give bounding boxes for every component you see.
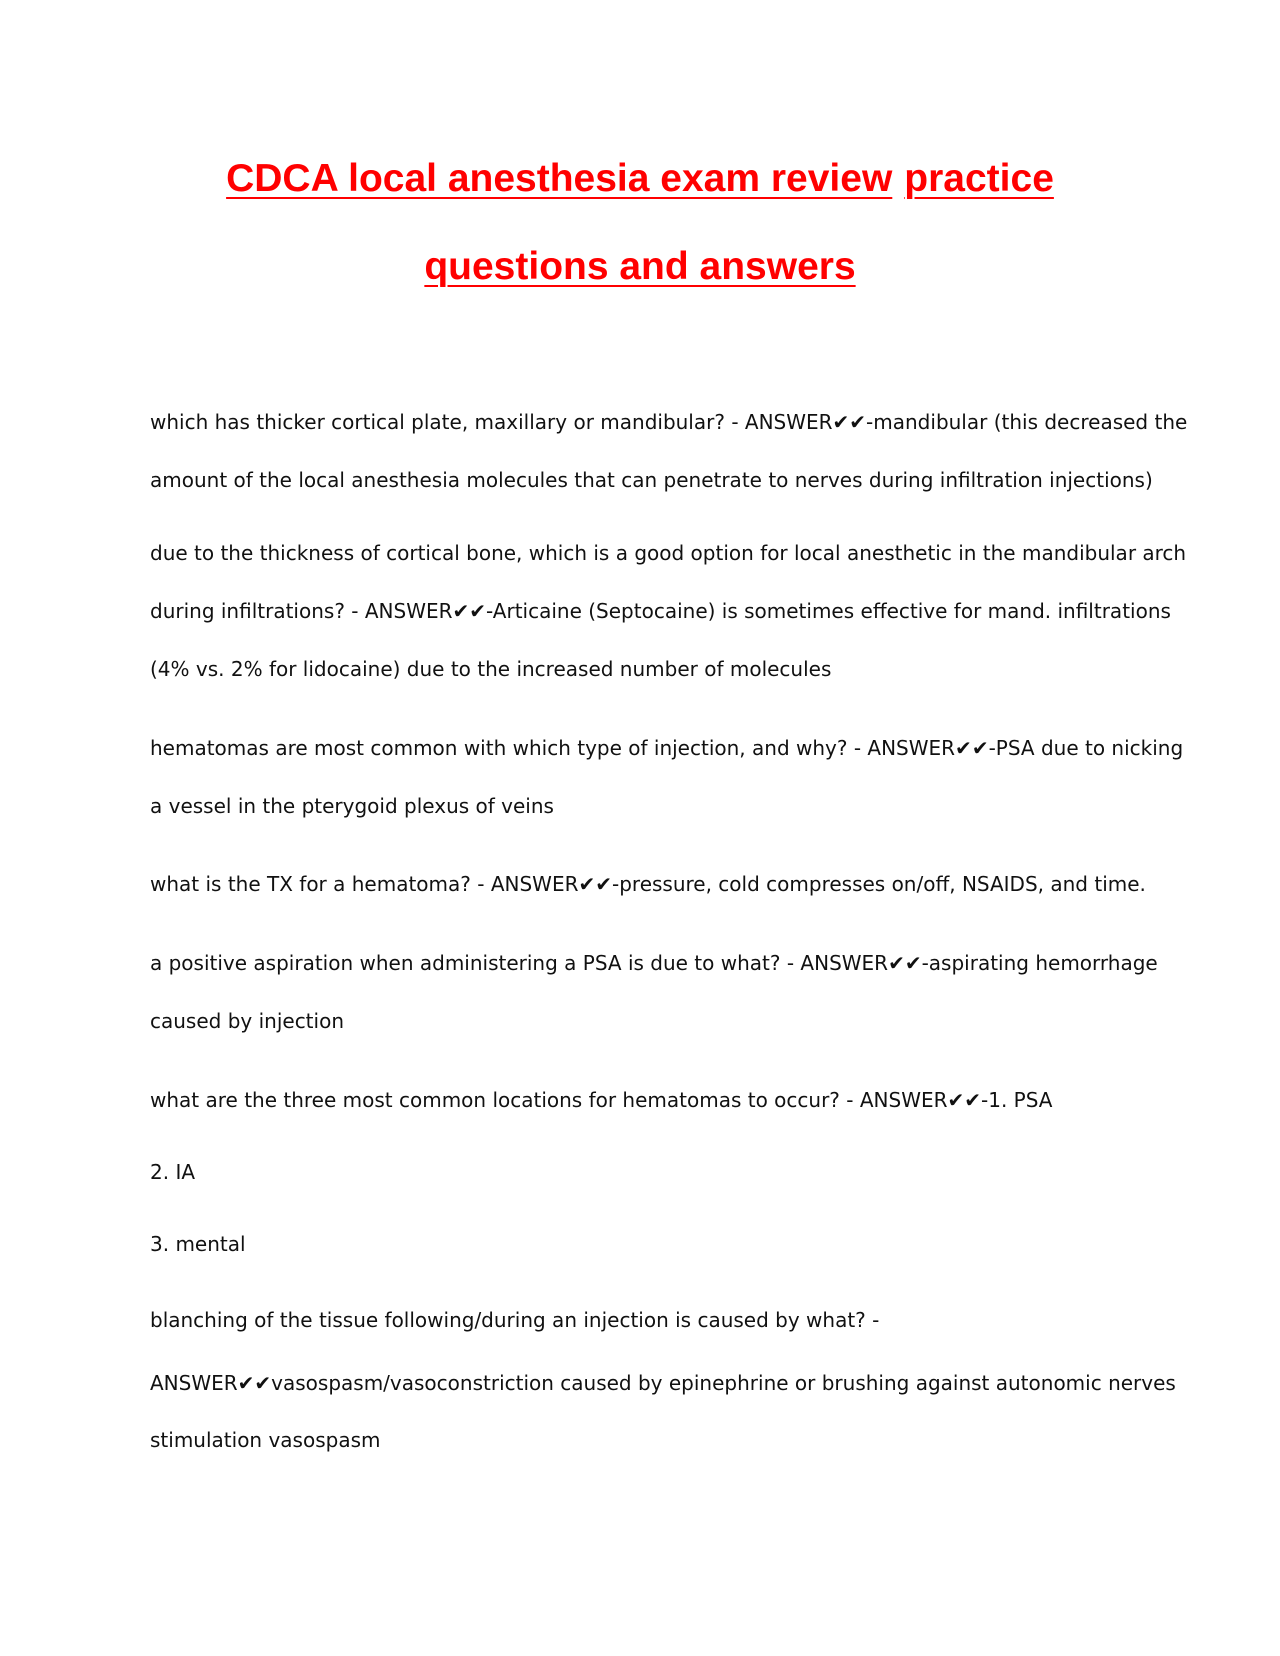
body-line: due to the thickness of cortical bone, which is a good option for local anesthetic in the mandibular arch [150, 541, 1187, 565]
body-line: 2. IA [150, 1160, 196, 1184]
body-line: hematomas are most common with which type of injection, and why? - ANSWER✔✔-PSA due to nicking [150, 736, 1184, 760]
title-segment-2: practice [904, 157, 1054, 200]
body-line: (4% vs. 2% for lidocaine) due to the increased number of molecules [150, 657, 832, 681]
body-line: a vessel in the pterygoid plexus of veins [150, 794, 554, 818]
title-segment-1: CDCA local anesthesia exam review [226, 157, 893, 200]
body-line: 3. mental [150, 1232, 246, 1256]
body-line: caused by injection [150, 1009, 344, 1033]
body-line: ANSWER✔✔vasospasm/vasoconstriction caused by epinephrine or brushing against autonomic nerves [150, 1371, 1176, 1395]
body-line: what is the TX for a hematoma? - ANSWER✔✔-pressure, cold compresses on/off, NSAIDS, and time. [150, 872, 1146, 896]
body-line: what are the three most common locations for hematomas to occur? - ANSWER✔✔-1. PSA [150, 1088, 1053, 1112]
body-line: which has thicker cortical plate, maxillary or mandibular? - ANSWER✔✔-mandibular (this decreased the [150, 410, 1188, 434]
body-line: a positive aspiration when administering a PSA is due to what? - ANSWER✔✔-aspirating hemorrhage [150, 951, 1158, 975]
body-line: during infiltrations? - ANSWER✔✔-Articaine (Septocaine) is sometimes effective for mand. infiltrations [150, 599, 1171, 623]
document-title-line-1 [150, 156, 1130, 202]
body-line: stimulation vasospasm [150, 1428, 381, 1452]
body-line: blanching of the tissue following/during an injection is caused by what? - [150, 1308, 880, 1332]
document-title-line-2: questions and answers [424, 245, 856, 288]
body-line: amount of the local anesthesia molecules that can penetrate to nerves during infiltration injections) [150, 468, 1153, 492]
